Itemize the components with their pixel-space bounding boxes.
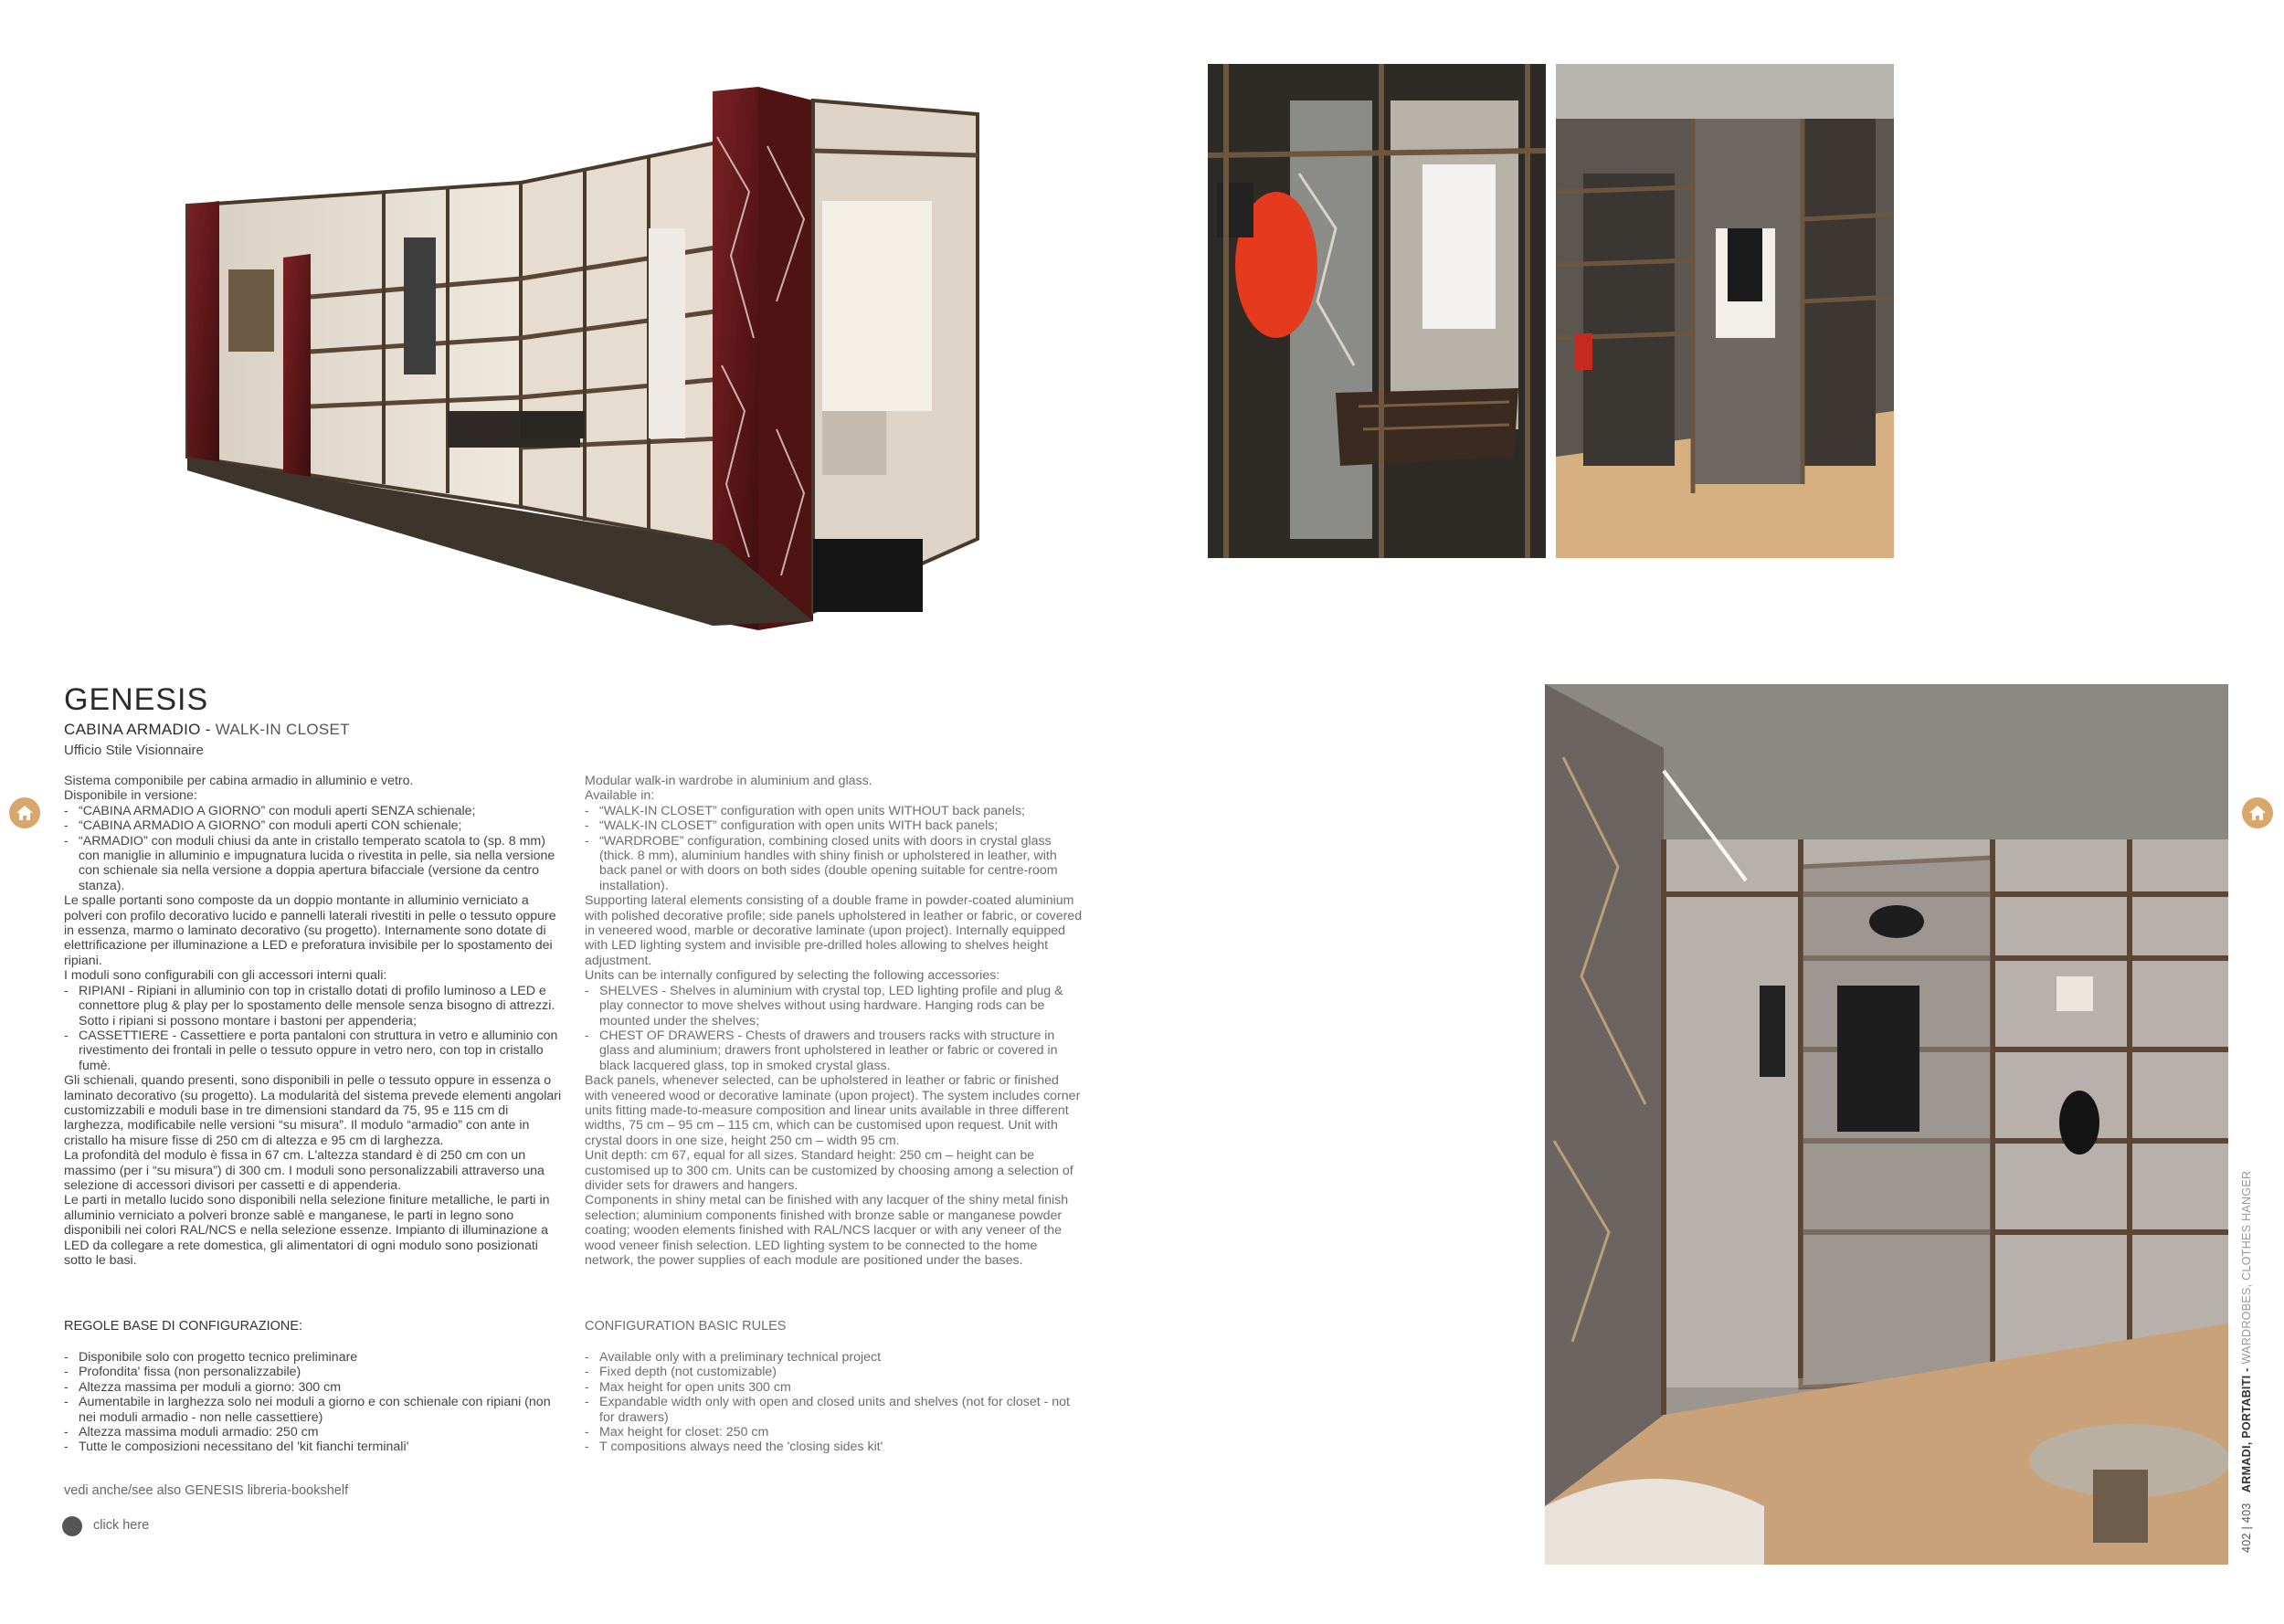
description-paragraph: Disponibile in versione:	[64, 788, 197, 804]
home-icon	[2242, 797, 2273, 828]
description-paragraph: Le spalle portanti sono composte da un doppio montante in alluminio verniciato a polveri con profilo decorativo lucido e pannelli laterali rivestiti in pelle o tessuto oppure in essenza, marmo o laminato decorativo (su progetto). Internamente sono dotate di elettrificazione per illuminazione a LED e preforatura invisibile per lo spostamento dei ripiani.	[64, 893, 556, 968]
description-paragraph: Supporting lateral elements consisting of a double frame in powder-coated aluminium with polished decorative profile; side panels upholstered in leather or fabric, or covered in veneered wood, marble or decorative laminate (upon project). Internally equipped with LED lighting system and invisible pre-drilled holes allowing to shelves height adjustment.	[585, 893, 1083, 968]
see-also-link[interactable]: vedi anche/see also GENESIS libreria-bookshelf	[64, 1483, 349, 1498]
description-paragraph: Le parti in metallo lucido sono disponibili nella selezione finiture metalliche, le parti in alluminio verniciato a polveri bronze sablè e manganese, le parti in legno sono disponibili nei colori RAL/NCS e nella selezione essenze. Impianto di illuminazione a LED da collegare a rete domestica, gli alimentatori di ogni modulo sono posizionati sotto le basi.	[64, 1193, 550, 1268]
side-page-caption	[2240, 1171, 2253, 1553]
description-paragraph: Modular walk-in wardrobe in aluminium and glass.	[585, 774, 872, 788]
description-paragraph: Available in:	[585, 788, 655, 804]
home-button-right[interactable]	[2242, 797, 2273, 828]
home-button-left[interactable]	[9, 797, 40, 828]
click-dot-icon[interactable]	[62, 1516, 82, 1536]
rule-item: - Fixed depth (not customizable)	[585, 1365, 1083, 1379]
photo-closet-wardrobe-doors	[1556, 64, 1894, 558]
description-list-item: - SHELVES - Shelves in aluminium with crystal top, LED lighting profile and plug & play connector to move shelves without using hardware. Hanging rods can be mounted under the shelves;	[585, 984, 1083, 1028]
hero-photo-walk-in-closet	[174, 64, 987, 658]
rule-item: - T compositions always need the 'closing sides kit'	[585, 1439, 1083, 1454]
photo-walk-in-closet-room	[1545, 684, 2228, 1565]
section-title: ARMADI, PORTABITI -	[2240, 1364, 2253, 1493]
rule-item: - Aumentabile in larghezza solo nei moduli a giorno e con schienale con ripiani (non nei moduli armadio - non nelle cassettiere)	[64, 1395, 562, 1425]
rule-item: - Altezza massima per moduli a giorno: 300 cm	[64, 1380, 562, 1395]
rules-list-en	[585, 1350, 1083, 1455]
walk-in-room-illustration	[1545, 684, 2228, 1565]
description-paragraph: I moduli sono configurabili con gli accessori interni quali:	[64, 968, 387, 984]
description-list-item: - “ARMADIO” con moduli chiusi da ante in cristallo temperato scatola to (sp. 8 mm) con maniglie in alluminio e impugnatura lucida o rivestita in pelle, sia nella versione con schienale sia nella versione a doppia apertura bifacciale (versione da centro stanza).	[64, 834, 562, 894]
description-list-item: - CASSETTIERE - Cassettiere e porta pantaloni con struttura in vetro e alluminio con rivestimento dei frontali in pelle o tessuto oppure in vetro nero, con top in cristallo fumè.	[64, 1028, 562, 1073]
description-list-item: - “WALK-IN CLOSET” configuration with open units WITH back panels;	[585, 818, 1083, 833]
rule-item: - Max height for closet: 250 cm	[585, 1425, 1083, 1439]
wardrobe-doors-illustration	[1556, 64, 1894, 558]
description-paragraph: Unit depth: cm 67, equal for all sizes. Standard height: 250 cm – height can be customised up to 300 cm. Units can be customized by choosing among a selection of divider sets for drawers and hangers.	[585, 1148, 1073, 1193]
description-paragraph: Gli schienali, quando presenti, sono disponibili in pelle o tessuto oppure in essenza o laminato decorativo (su progetto). La modularità del sistema prevede elementi angolari customizzabili e moduli base in tre dimensioni standard da 75, 95 e 115 cm di larghezza, modificabile nelle versioni “su misura”. Il modulo “armadio” con ante in cristallo ha misure fisse di 250 cm di altezza e 95 cm di larghezza.	[64, 1073, 562, 1148]
rules-heading-it: REGOLE BASE DI CONFIGURAZIONE:	[64, 1319, 303, 1334]
rule-item: - Tutte le composizioni necessitano del 'kit fianchi terminali'	[64, 1439, 562, 1454]
rules-list-it	[64, 1350, 562, 1455]
description-list-item: - CHEST OF DRAWERS - Chests of drawers and trousers racks with structure in glass and aluminium; drawers front upholstered in leather or fabric or covered in black lacquered glass, top in smoked crystal glass.	[585, 1028, 1083, 1073]
product-title: GENESIS	[64, 682, 209, 717]
product-designer: Ufficio Stile Visionnaire	[64, 743, 204, 758]
rule-item: - Available only with a preliminary technical project	[585, 1350, 1083, 1365]
description-paragraph: Back panels, whenever selected, can be upholstered in leather or fabric or finished with veneered wood or decorative laminate (upon project). The system includes corner units fitting made-to-measure composition and linear units available in three different widths, 75 cm – 95 cm – 115 cm, which can be customised upon request. Unit with crystal doors in one size, height 250 cm – width 95 cm.	[585, 1073, 1081, 1148]
description-english	[585, 774, 1083, 1268]
home-icon	[9, 797, 40, 828]
description-paragraph: Sistema componibile per cabina armadio in alluminio e vetro.	[64, 774, 414, 788]
description-list-item: - “WALK-IN CLOSET” configuration with open units WITHOUT back panels;	[585, 804, 1083, 818]
description-list-item: - “WARDROBE” configuration, combining closed units with doors in crystal glass (thick. 8 mm), aluminium handles with shiny finish or upholstered in leather, with back panel or with doors on both sides (double opening suitable for centre-room installation).	[585, 834, 1083, 894]
rule-item: - Expandable width only with open and closed units and shelves (not for closet - not for drawers)	[585, 1395, 1083, 1425]
page-numbers: 402 | 403	[2240, 1503, 2253, 1553]
description-list-item: - RIPIANI - Ripiani in alluminio con top in cristallo dotati di profilo luminoso a LED e connettore plug & play per lo spostamento delle mensole senza bisogno di attrezzi. Sotto i ripiani si possono montare i bastoni per appenderia;	[64, 984, 562, 1028]
section-title-en: WARDROBES, CLOTHES HANGER	[2240, 1170, 2253, 1365]
category-it: CABINA ARMADIO -	[64, 721, 216, 738]
hero-illustration	[174, 64, 987, 658]
description-list-item: - “CABINA ARMADIO A GIORNO” con moduli aperti CON schienale;	[64, 818, 562, 833]
click-here-link[interactable]: click here	[93, 1518, 150, 1533]
rules-heading-en: CONFIGURATION BASIC RULES	[585, 1319, 787, 1334]
rule-item: - Max height for open units 300 cm	[585, 1380, 1083, 1395]
description-italian	[64, 774, 562, 1268]
description-paragraph: La profondità del modulo è fissa in 67 cm. L'altezza standard è di 250 cm con un massimo (per i “su misura”) di 300 cm. I moduli sono personalizzabili attraverso una selezione di accessori divisori per cassetti e di appenderia.	[64, 1148, 545, 1193]
description-paragraph: Units can be internally configured by selecting the following accessories:	[585, 968, 1000, 984]
closet-detail-illustration	[1208, 64, 1546, 558]
photo-closet-detail-drawer	[1208, 64, 1546, 558]
category-en: WALK-IN CLOSET	[215, 721, 350, 738]
description-list-item: - “CABINA ARMADIO A GIORNO” con moduli aperti SENZA schienale;	[64, 804, 562, 818]
rule-item: - Profondita' fissa (non personalizzabile)	[64, 1365, 562, 1379]
rule-item: - Altezza massima moduli armadio: 250 cm	[64, 1425, 562, 1439]
rule-item: - Disponibile solo con progetto tecnico preliminare	[64, 1350, 562, 1365]
description-paragraph: Components in shiny metal can be finished with any lacquer of the shiny metal finish selection; aluminium components finished with bronze sable or manganese powder coating; wooden elements finished with RAL/NCS lacquer or with any veneer of the wood veneer finish selection. LED lighting system to be connected to the home network, the power supplies of each module are positioned under the bases.	[585, 1193, 1069, 1268]
product-category	[64, 721, 350, 739]
